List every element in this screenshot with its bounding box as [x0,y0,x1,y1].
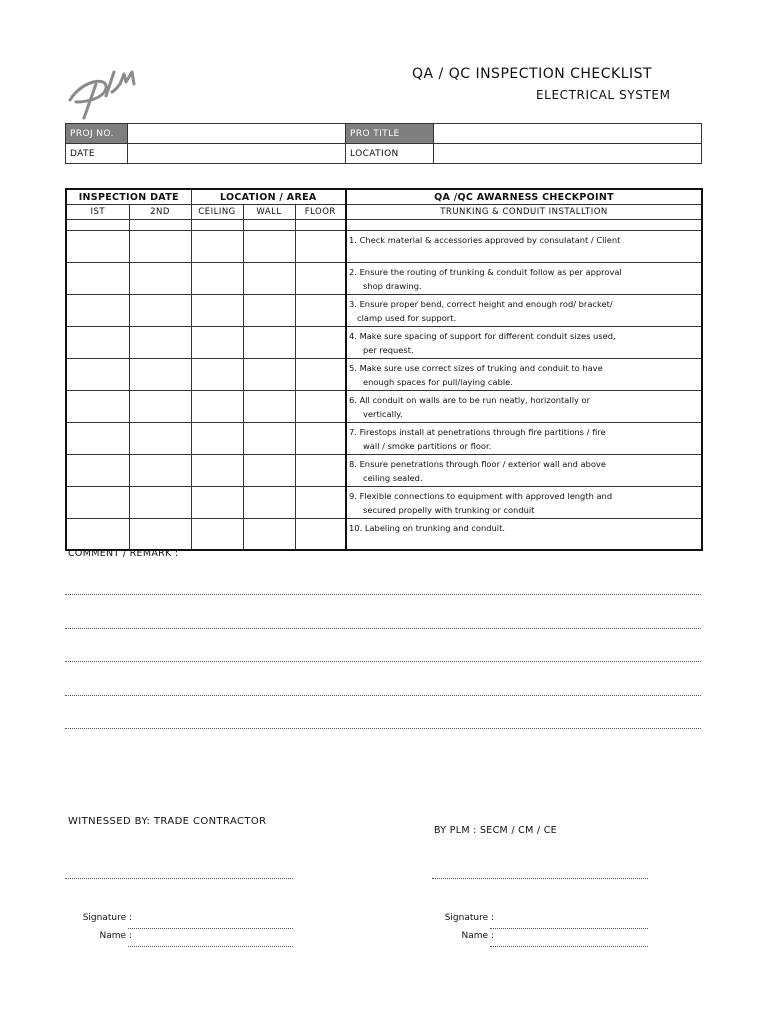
wall-cell[interactable] [243,358,295,390]
wall-cell[interactable] [243,262,295,294]
second-inspection-cell[interactable] [129,326,191,358]
blank-cell [295,220,346,231]
checklist-row [66,454,702,486]
location-field[interactable] [434,144,702,164]
second-inspection-cell[interactable] [129,262,191,294]
checkpoint-cell [346,358,702,390]
first-inspection-cell[interactable] [66,422,129,454]
wall-cell[interactable] [243,422,295,454]
ceiling-cell[interactable] [191,231,243,263]
checkpoint-cell [346,231,702,263]
checkpoint-text-continued: per request. [363,345,414,355]
checkpoint-cell [346,294,702,326]
checklist-row [66,294,702,326]
floor-cell[interactable] [295,231,346,263]
wall-cell[interactable] [243,326,295,358]
checkpoint-cell [346,326,702,358]
wall-cell[interactable] [243,294,295,326]
contractor-name-line[interactable] [128,946,293,947]
header-location-area: LOCATION / AREA [191,189,346,205]
date-label: DATE [66,144,128,164]
comment-line[interactable] [65,695,701,696]
by-plm-label: BY PLM : SECM / CM / CE [434,825,557,836]
comment-line[interactable] [65,594,701,595]
checkpoint-cell [346,262,702,294]
checklist-row [66,262,702,294]
subheader-first: IST [66,205,129,220]
floor-cell[interactable] [295,326,346,358]
location-label: LOCATION [346,144,434,164]
second-inspection-cell[interactable] [129,518,191,550]
checkpoint-text: 4. Make sure spacing of support for different conduit sizes used, [349,330,616,341]
pro-title-label: PRO TITLE [346,124,434,144]
document-subtitle: ELECTRICAL SYSTEM [536,88,671,102]
ceiling-cell[interactable] [191,390,243,422]
checkpoint-text-continued: vertically. [363,409,403,419]
checkpoint-text: 2. Ensure the routing of trunking & conduit follow as per approval [349,266,622,277]
checkpoint-text: 1. Check material & accessories approved by consulatant / Client [349,235,621,245]
ceiling-cell[interactable] [191,262,243,294]
wall-cell[interactable] [243,454,295,486]
pro-title-field[interactable] [434,124,702,144]
comment-line[interactable] [65,661,701,662]
checkpoint-text-continued: ceiling sealed. [363,473,423,483]
document-title: QA / QC INSPECTION CHECKLIST [412,66,653,82]
contractor-signature-line[interactable] [128,928,293,929]
floor-cell[interactable] [295,486,346,518]
floor-cell[interactable] [295,358,346,390]
floor-cell[interactable] [295,518,346,550]
second-inspection-cell[interactable] [129,231,191,263]
checkpoint-text: 10. Labeling on trunking and conduit. [349,522,505,533]
checklist-table [65,188,703,551]
first-inspection-cell[interactable] [66,518,129,550]
checkpoint-cell [346,390,702,422]
blank-cell [346,220,702,231]
contractor-signature-label: Signature : [82,913,132,923]
date-field[interactable] [128,144,346,164]
checkpoint-text: 9. Flexible connections to equipment with approved length and [349,490,613,501]
plm-signature-line[interactable] [490,928,648,929]
checklist-row [66,326,702,358]
wall-cell[interactable] [243,390,295,422]
first-inspection-cell[interactable] [66,294,129,326]
floor-cell[interactable] [295,422,346,454]
blank-cell [191,220,243,231]
checklist-row [66,390,702,422]
contractor-company-line[interactable] [65,878,293,879]
proj-no-field[interactable] [128,124,346,144]
checklist-row [66,231,702,263]
plm-name-label: Name : [461,931,494,941]
checkpoint-text: 7. Firestops install at penetrations through fire partitions / fire [349,426,606,437]
checkpoint-text: 3. Ensure proper bend, correct height and enough rod/ bracket/ [349,298,613,309]
comment-line[interactable] [65,628,701,629]
checkpoint-text-continued: shop drawing. [363,281,422,291]
ceiling-cell[interactable] [191,294,243,326]
subheader-second: 2ND [129,205,191,220]
checkpoint-text: 5. Make sure use correct sizes of truking and conduit to have [349,362,603,373]
subheader-section: TRUNKING & CONDUIT INSTALLTION [346,205,702,220]
checklist-row [66,518,702,550]
blank-cell [129,220,191,231]
contractor-name-label: Name : [99,931,132,941]
plm-signature-label: Signature : [444,913,494,923]
checkpoint-cell [346,486,702,518]
first-inspection-cell[interactable] [66,358,129,390]
ceiling-cell[interactable] [191,326,243,358]
subheader-ceiling: CEILING [191,205,243,220]
second-inspection-cell[interactable] [129,454,191,486]
floor-cell[interactable] [295,262,346,294]
checklist-row [66,422,702,454]
ceiling-cell[interactable] [191,422,243,454]
floor-cell[interactable] [295,454,346,486]
plm-name-line[interactable] [490,946,648,947]
header-inspection-date: INSPECTION DATE [66,189,191,205]
checklist-row [66,358,702,390]
comment-line[interactable] [65,728,701,729]
checkpoint-cell [346,518,702,550]
subheader-wall: WALL [243,205,295,220]
blank-cell [66,220,129,231]
proj-no-label: PROJ NO. [66,124,128,144]
wall-cell[interactable] [243,231,295,263]
checkpoint-cell [346,422,702,454]
second-inspection-cell[interactable] [129,422,191,454]
checkpoint-cell [346,454,702,486]
first-inspection-cell[interactable] [66,390,129,422]
first-inspection-cell[interactable] [66,486,129,518]
floor-cell[interactable] [295,294,346,326]
second-inspection-cell[interactable] [129,390,191,422]
second-inspection-cell[interactable] [129,358,191,390]
wall-cell[interactable] [243,518,295,550]
witnessed-by-label: WITNESSED BY: TRADE CONTRACTOR [68,816,267,827]
ceiling-cell[interactable] [191,518,243,550]
comment-remark-label: COMMENT / REMARK : [68,548,179,559]
checkpoint-text-continued: clamp used for support. [357,313,457,323]
ceiling-cell[interactable] [191,358,243,390]
project-info-table [65,123,702,164]
checklist-row [66,486,702,518]
first-inspection-cell[interactable] [66,454,129,486]
first-inspection-cell[interactable] [66,326,129,358]
wall-cell[interactable] [243,486,295,518]
blank-cell [243,220,295,231]
ceiling-cell[interactable] [191,454,243,486]
first-inspection-cell[interactable] [66,262,129,294]
subheader-floor: FLOOR [295,205,346,220]
second-inspection-cell[interactable] [129,486,191,518]
checkpoint-text: 6. All conduit on walls are to be run neatly, horizontally or [349,394,591,405]
plm-company-line[interactable] [432,878,648,879]
first-inspection-cell[interactable] [66,231,129,263]
checkpoint-text-continued: enough spaces for pull/laying cable. [363,377,513,387]
header-checkpoint: QA /QC AWARNESS CHECKPOINT [346,189,702,205]
floor-cell[interactable] [295,390,346,422]
checkpoint-text-continued: wall / smoke partitions or floor. [363,441,492,451]
plm-logo [62,62,152,124]
checkpoint-text-continued: secured propelly with trunking or conduit [363,505,535,515]
ceiling-cell[interactable] [191,486,243,518]
second-inspection-cell[interactable] [129,294,191,326]
checkpoint-text: 8. Ensure penetrations through floor / exterior wall and above [349,458,606,469]
